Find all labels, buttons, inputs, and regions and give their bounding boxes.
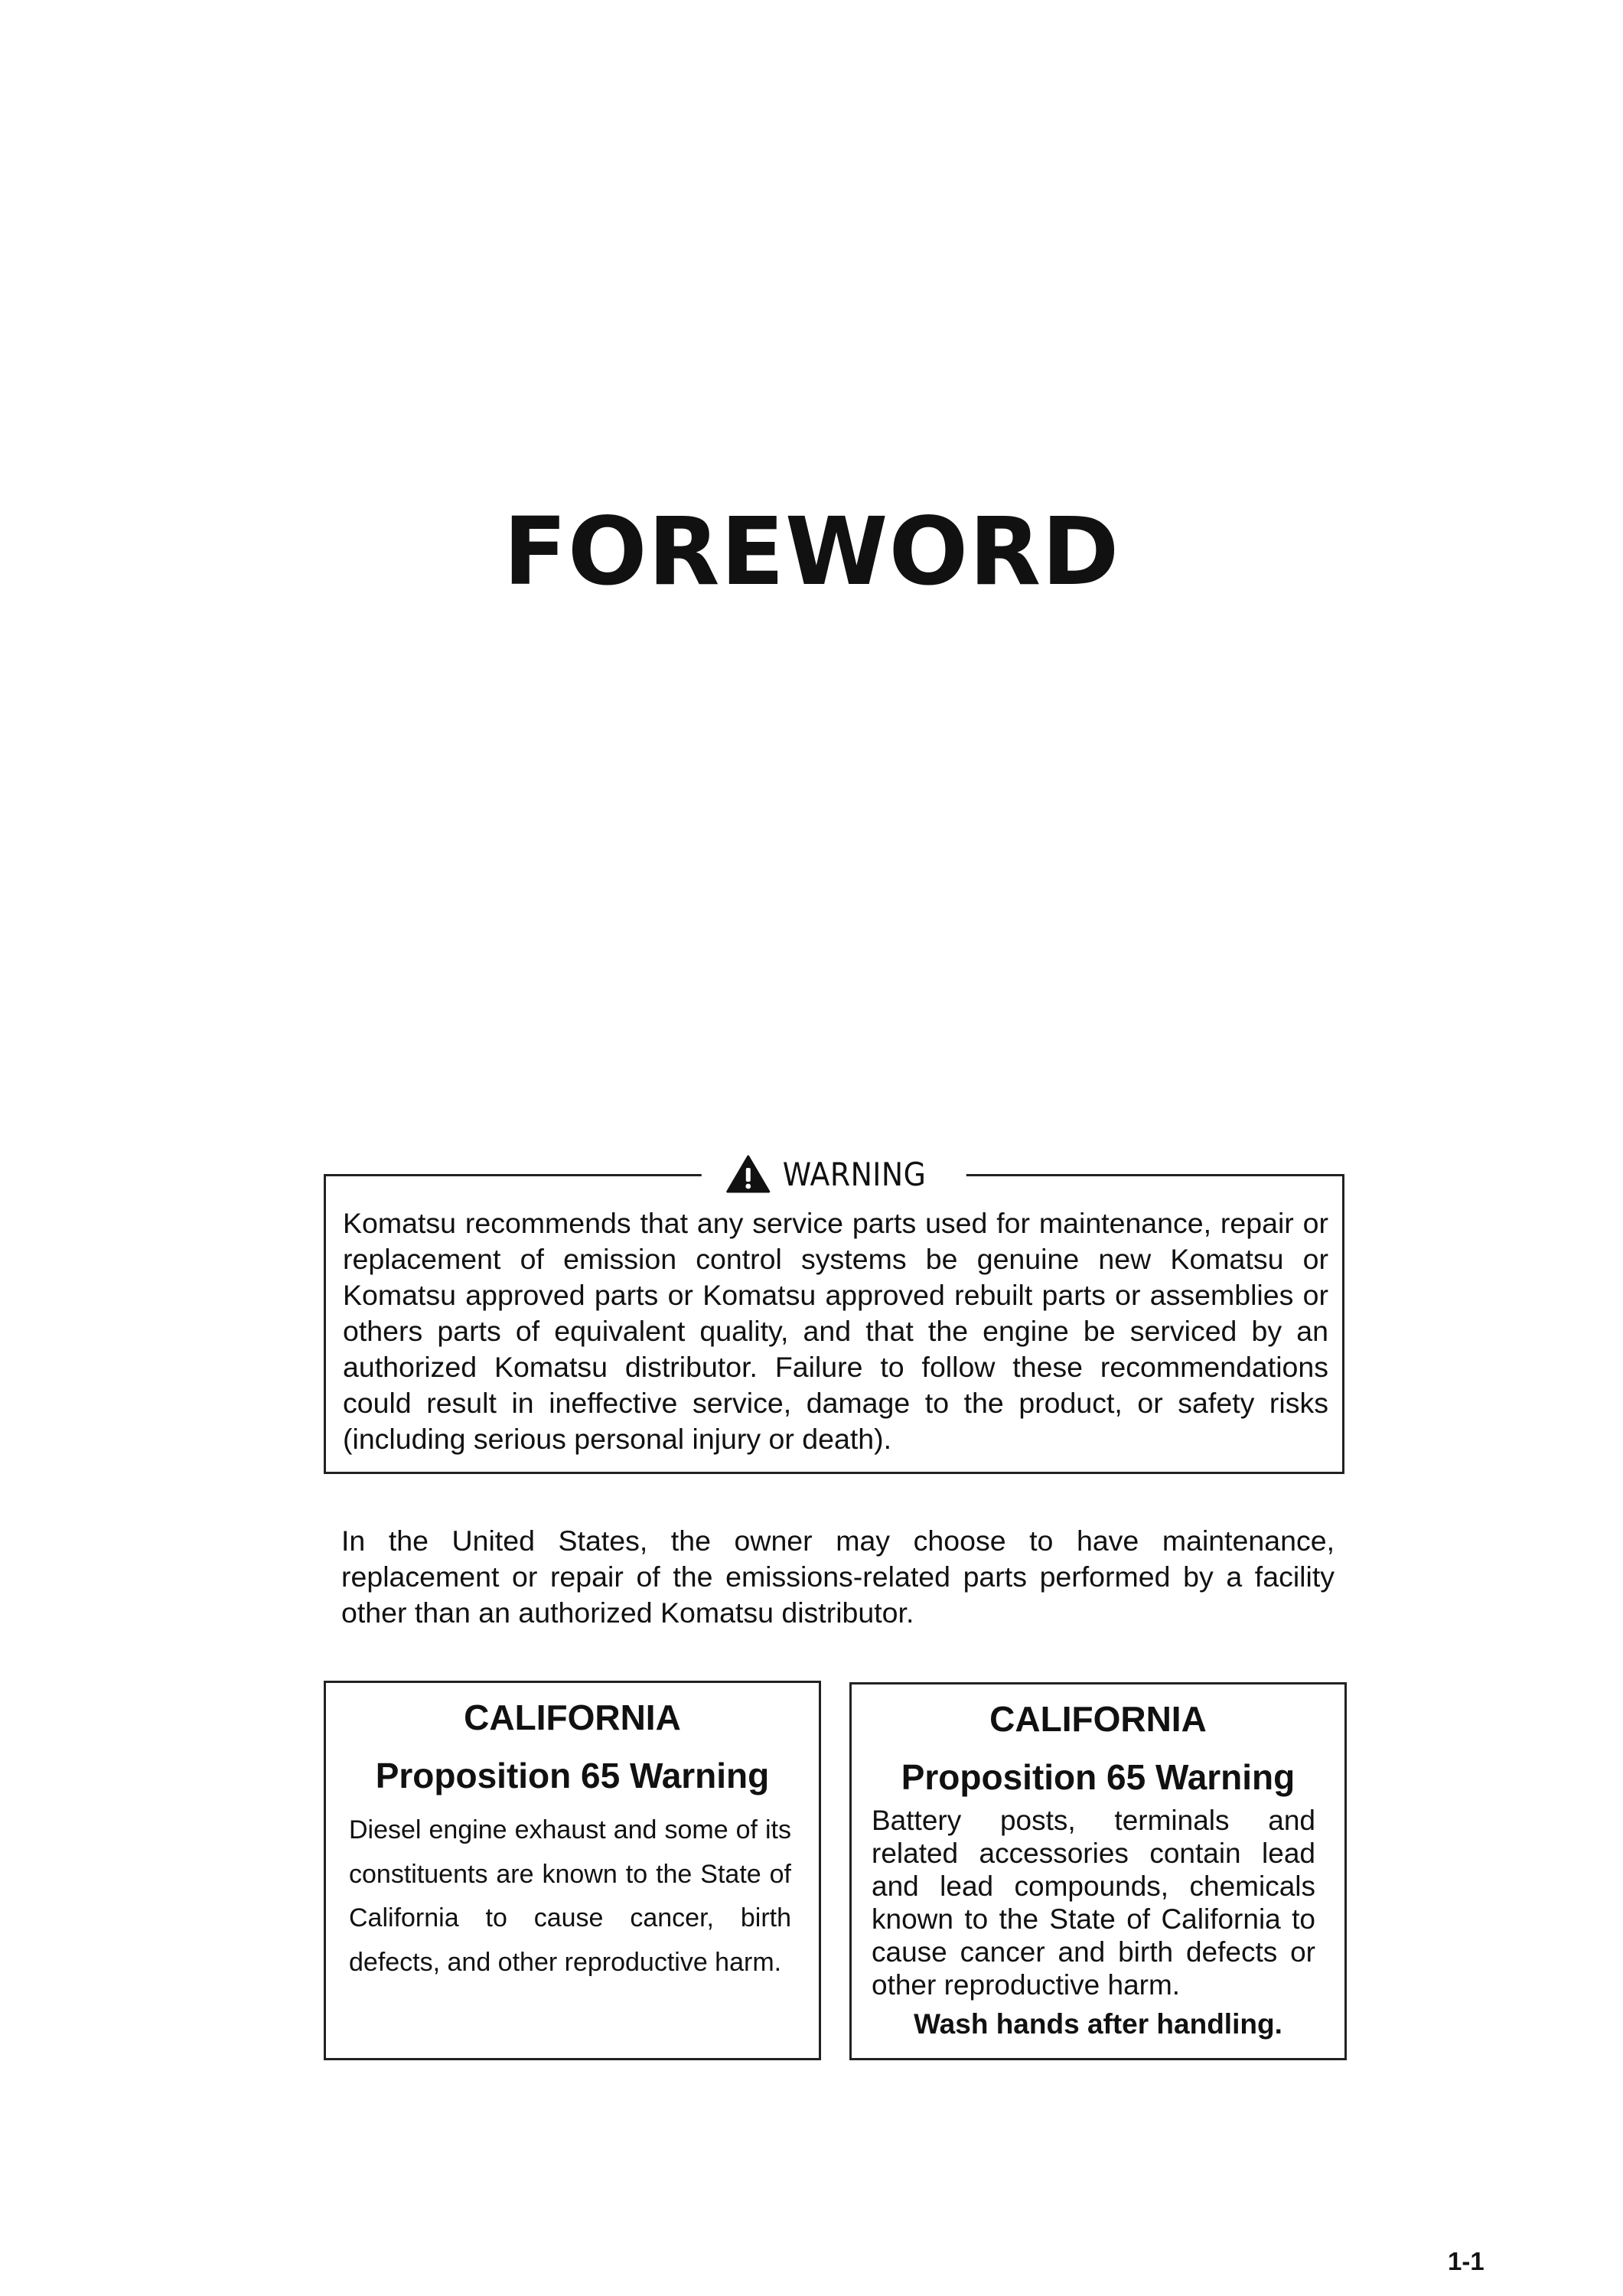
emissions-service-paragraph: In the United States, the owner may choose to have maintenance, replacement or repair of the emissions-related parts performed by a facility other than an authorized Komatsu distributor. xyxy=(341,1525,1335,1629)
warning-label: WARNING xyxy=(782,1155,927,1193)
california-warning-box-exhaust xyxy=(324,1681,821,2060)
california-warning-text: Diesel engine exhaust and some of its constituents are known to the State of California to cause cancer, birth defects, and other reproductive harm. xyxy=(349,1815,791,1977)
proposition-65-title: Proposition 65 Warning xyxy=(901,1757,1295,1797)
california-title: CALIFORNIA xyxy=(464,1698,681,1737)
california-title: CALIFORNIA xyxy=(989,1699,1207,1739)
warning-header xyxy=(702,1155,966,1193)
warning-triangle-icon xyxy=(726,1155,771,1193)
page-number: 1-1 xyxy=(1448,2247,1484,2275)
warning-text: Komatsu recommends that any service parts used for maintenance, repair or replacement of emission control systems be genuine new Komatsu or Komatsu approved parts or Komatsu approved rebuilt parts or assemblies or others parts of equivalent quality, and that the engine be serviced by an authorized Komatsu distributor. Failure to follow these recommendations could result in ineffective service, damage to the product, or safety risks (including serious personal injury or death). xyxy=(343,1207,1328,1455)
california-warning-text: Battery posts, terminals and related accessories contain lead and lead compounds, chemicals known to the State of California to cause cancer and birth defects or other reproductive harm. xyxy=(872,1805,1315,2001)
california-warning-box-battery xyxy=(849,1682,1347,2060)
warning-box xyxy=(324,1155,1344,1474)
page-title: FOREWORD xyxy=(503,497,1120,606)
proposition-65-title: Proposition 65 Warning xyxy=(375,1756,770,1795)
wash-hands-notice: Wash hands after handling. xyxy=(914,2008,1282,2040)
